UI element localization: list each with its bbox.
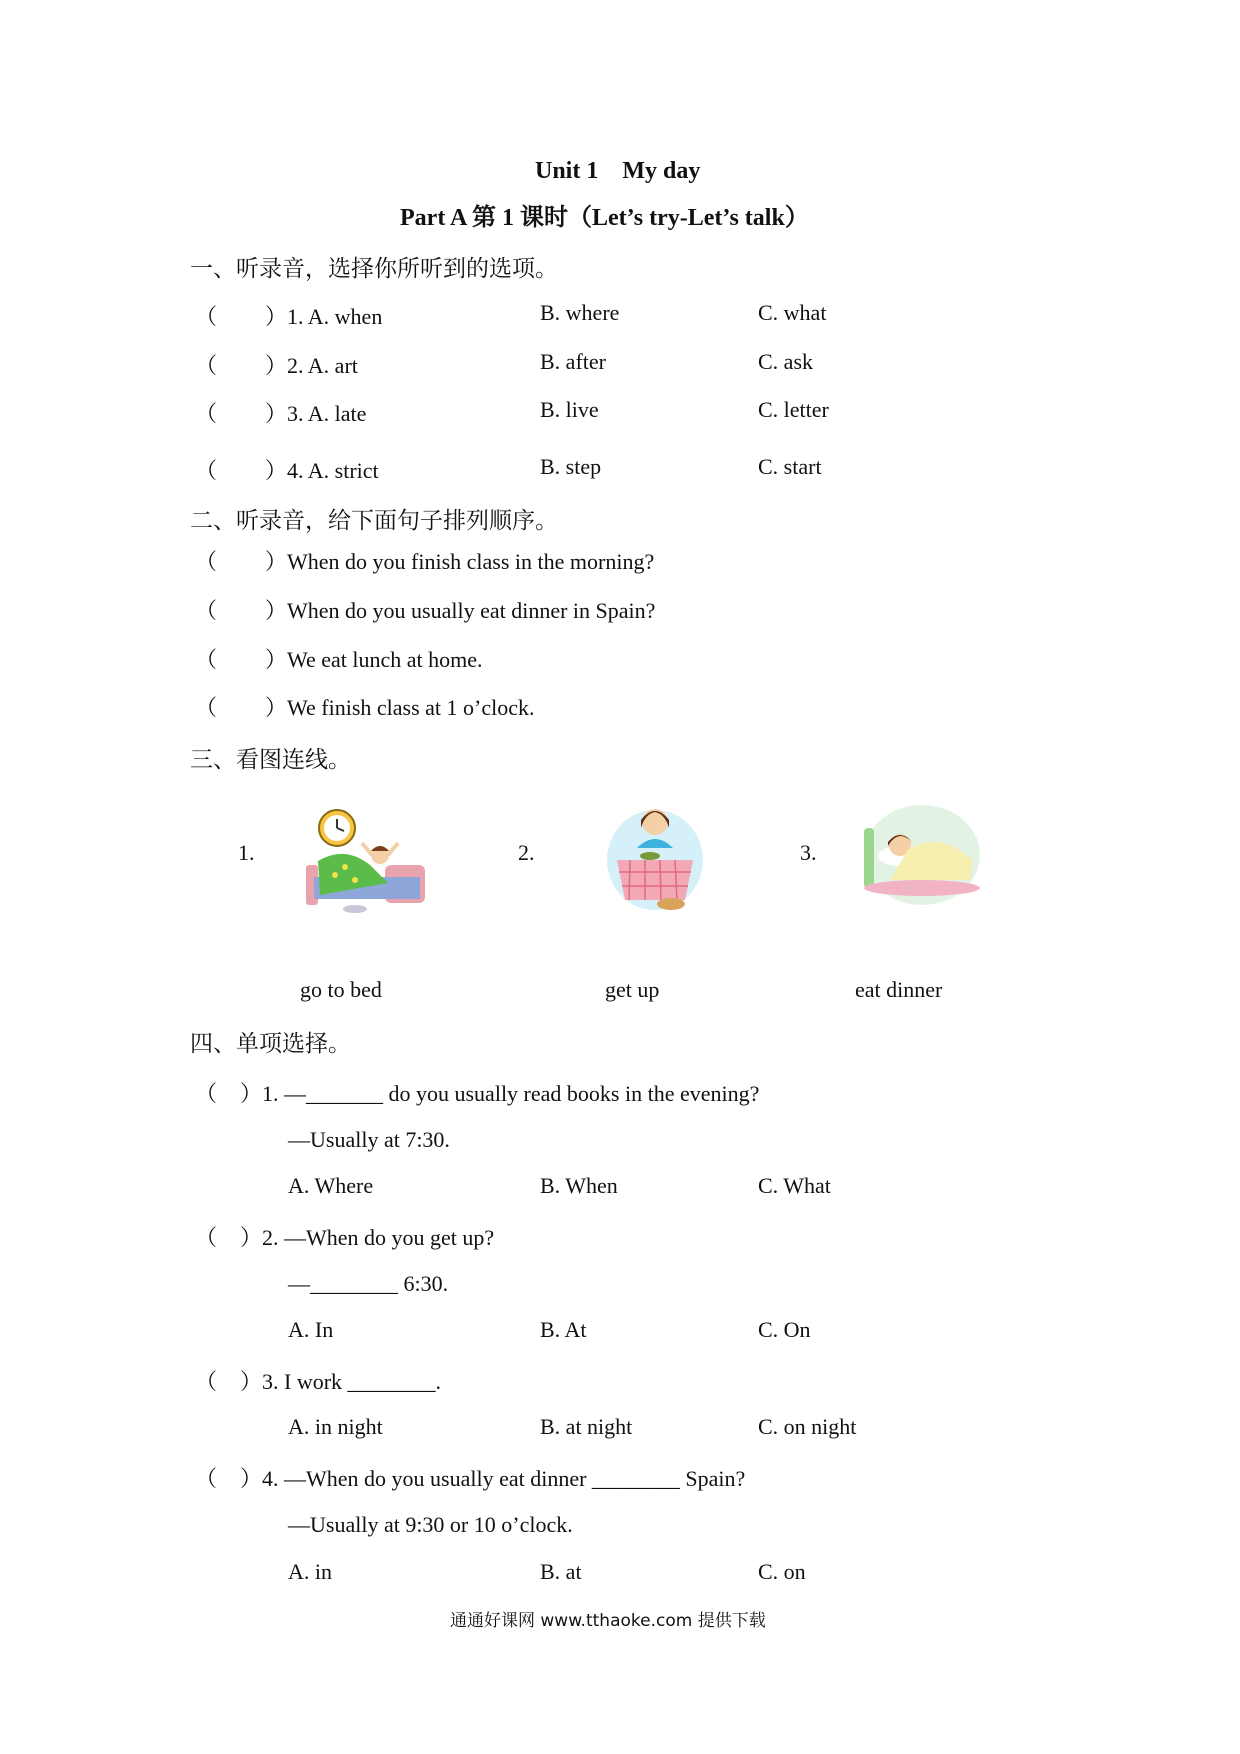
answer-paren: （ — [195, 1369, 218, 1394]
s1-q2: ）2. A. art — [265, 353, 358, 378]
s4-q3-option-a: A. in night — [288, 1414, 383, 1439]
s1-q1: ）1. A. when — [265, 304, 383, 329]
answer-paren: （ — [195, 1081, 218, 1106]
s4-q3-option-b: B. at night — [540, 1414, 633, 1439]
s2-sentence-4: ）We finish class at 1 o’clock. — [265, 695, 535, 720]
answer-paren: （ — [195, 598, 218, 623]
s4-q2-option-a: A. In — [288, 1317, 334, 1342]
s1-q1-b: B. where — [540, 300, 620, 325]
s4-q1-option-b: B. When — [540, 1173, 618, 1198]
s4-q1: ）1. —_______ do you usually read books in the evening? — [240, 1081, 760, 1106]
answer-paren: （ — [195, 647, 218, 672]
s4-q4-option-a: A. in — [288, 1559, 332, 1584]
answer-paren: （ — [195, 458, 218, 483]
answer-paren: （ — [195, 304, 218, 329]
phrase-get-up: get up — [605, 977, 660, 1002]
footer-source: 通通好课网 www.tthaoke.com 提供下载 — [450, 1611, 766, 1631]
s4-q3: ）3. I work ________. — [240, 1369, 442, 1394]
answer-paren: （ — [195, 1225, 218, 1250]
s1-q2-b: B. after — [540, 349, 606, 374]
s2-sentence-2: ）When do you usually eat dinner in Spain? — [265, 598, 656, 623]
s4-q3-option-c: C. on night — [758, 1414, 857, 1439]
picture-get-up — [300, 805, 430, 915]
s4-q4-option-b: B. at — [540, 1559, 582, 1584]
s4-q4-option-c: C. on — [758, 1559, 806, 1584]
phrase-go-to-bed: go to bed — [300, 977, 382, 1002]
unit-title: Unit 1 My day — [535, 158, 701, 184]
picture-number-3: 3. — [800, 840, 817, 865]
s1-q2-c: C. ask — [758, 349, 813, 374]
picture-number-1: 1. — [238, 840, 255, 865]
s4-q1-answer: —Usually at 7:30. — [288, 1127, 450, 1152]
answer-paren: （ — [195, 695, 218, 720]
lesson-subtitle: Part A 第 1 课时（Let’s try-Let’s talk） — [400, 205, 809, 231]
s1-q4: ）4. A. strict — [265, 458, 379, 483]
s1-q4-b: B. step — [540, 454, 602, 479]
answer-paren: （ — [195, 353, 218, 378]
section-1-heading: 一、听录音，选择你所听到的选项。 — [190, 256, 558, 281]
s1-q3-b: B. live — [540, 397, 599, 422]
s4-q2: ）2. —When do you get up? — [240, 1225, 495, 1250]
s1-q3-c: C. letter — [758, 397, 829, 422]
picture-eat-dinner — [605, 800, 705, 915]
section-4-heading: 四、单项选择。 — [190, 1031, 351, 1056]
answer-paren: （ — [195, 549, 218, 574]
s4-q1-option-c: C. What — [758, 1173, 831, 1198]
section-2-heading: 二、听录音，给下面句子排列顺序。 — [190, 508, 558, 533]
s2-sentence-1: ）When do you finish class in the morning? — [265, 549, 655, 574]
s2-sentence-3: ）We eat lunch at home. — [265, 647, 483, 672]
s4-q2-option-b: B. At — [540, 1317, 587, 1342]
s1-q3: ）3. A. late — [265, 401, 367, 426]
phrase-eat-dinner: eat dinner — [855, 977, 943, 1002]
s4-q2-option-c: C. On — [758, 1317, 811, 1342]
s4-q4: ）4. —When do you usually eat dinner ________ Spain? — [240, 1466, 746, 1491]
picture-go-to-bed — [860, 800, 980, 910]
answer-paren: （ — [195, 401, 218, 426]
section-3-heading: 三、看图连线。 — [190, 747, 351, 772]
s1-q1-c: C. what — [758, 300, 827, 325]
answer-paren: （ — [195, 1466, 218, 1491]
picture-number-2: 2. — [518, 840, 535, 865]
s4-q4-answer: —Usually at 9:30 or 10 o’clock. — [288, 1512, 573, 1537]
s4-q1-option-a: A. Where — [288, 1173, 374, 1198]
s1-q4-c: C. start — [758, 454, 822, 479]
s4-q2-answer: —________ 6:30. — [288, 1271, 449, 1296]
